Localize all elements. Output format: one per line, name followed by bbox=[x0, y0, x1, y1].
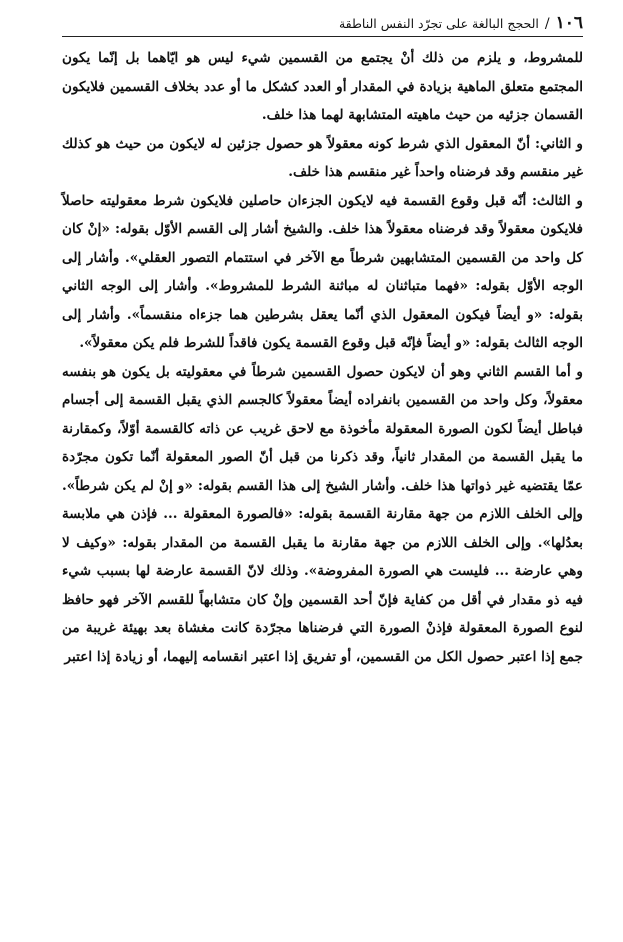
page-header bbox=[60, 12, 583, 34]
paragraph: و أما القسم الثاني وهو أن لايكون حصول القسمين شرطاً في معقوليته بل يكون هو بنفسه معقولاً، وكل واحد من القسمين بانفراده أيضاً معقولاً كالجسم الذي يقبل القسمة إلى أجسام فباطل أيضاً لكون الصورة المعقولة مأخوذة مع لاحق غريب عن ذاته كالقسمة أوّلاً، وكمقارنة ما يقبل القسمة من المقدار ثانياً، وقد ذكرنا من قبل أنّ الصور المعقولة أنّما تكون مجرّدة عمّا يقتضيه غير ذواتها هذا خلف. وأشار الشيخ إلى هذا القسم بقوله: «و إنْ لم يكن شرطاً». وإلى الخلف اللازم من جهة مقارنة القسمة بقوله: «فالصورة المعقولة ... فإذن هي ملابسة بعدُلها». وإلى الخلف اللازم من جهة مقارنة ما يقبل القسمة من المقدار بقوله: «وكيف لا وهي عارضة ... فليست هي الصورة المفروضة». وذلك لانّ القسمة عارضة لها بسبب شيء فيه ذو مقدار في أقل من كفاية فإنّ أحد القسمين وإنْ كان متشابهاً للقسم الآخر فهو حافظ لنوع الصورة المعقولة فإذنْ الصورة التي فرضناها مجرّدة كانت مغشاة بعد بهيئة غريبة من جمع إذا اعتبر حصول الكل من القسمين، أو تفريق إذا اعتبر انقسامه إليهما، أو زيادة إذا اعتبر bbox=[62, 363, 583, 665]
header-separator: / bbox=[544, 16, 550, 32]
page-number: ١٠٦ bbox=[555, 13, 583, 33]
paragraph: و الثالث: أنّه قبل وقوع القسمة فيه لايكون الجزءان حاصلين فلايكون شرط معقوليته حاصلاً فلايكون معقولاً وقد فرضناه معقولاً هذا خلف. والشيخ أشار إلى القسم الأوّل بقوله: «إنْ كان كل واحد من القسمين المتشابهين شرطاً مع الآخر في استتمام التصور العقلي». وأشار إلى الوجه الأوّل بقوله: «فهما متباثنان له مباثنة الشرط للمشروط». وأشار إلى الوجه الثاني بقوله: «و أيضاً فيكون المعقول الذي أنّما يعقل بشرطين هما جزءاه منقسماً». وأشار إلى الوجه الثالث بقوله: «و أيضاً فإنّه قبل وقوع القسمة يكون فاقداً للشرط فلم يكن معقولاً». bbox=[62, 192, 583, 351]
body-text bbox=[62, 44, 583, 671]
paragraph: و الثاني: أنّ المعقول الذي شرط كونه معقولاً هو حصول جزئين له لايكون من حيث هو كذلك غير منقسم وقد فرضناه واحداً غير منقسم هذا خلف. bbox=[62, 135, 583, 180]
running-title: الحجج البالغة على تجرّد النفس الناطقة bbox=[338, 16, 539, 31]
paragraph: للمشروط، و يلزم من ذلك أنْ يجتمع من القسمين شيء ليس هو ايّاهما بل إنّما يكون المجتمع متعلق الماهية بزيادة في المقدار أو العدد كشكل ما أو عدد بخلاف القسمين فلايكون القسمان جزئيه من حيث ماهيته المتشابهة لهما هذا خلف. bbox=[62, 50, 583, 123]
header-rule bbox=[62, 36, 583, 37]
